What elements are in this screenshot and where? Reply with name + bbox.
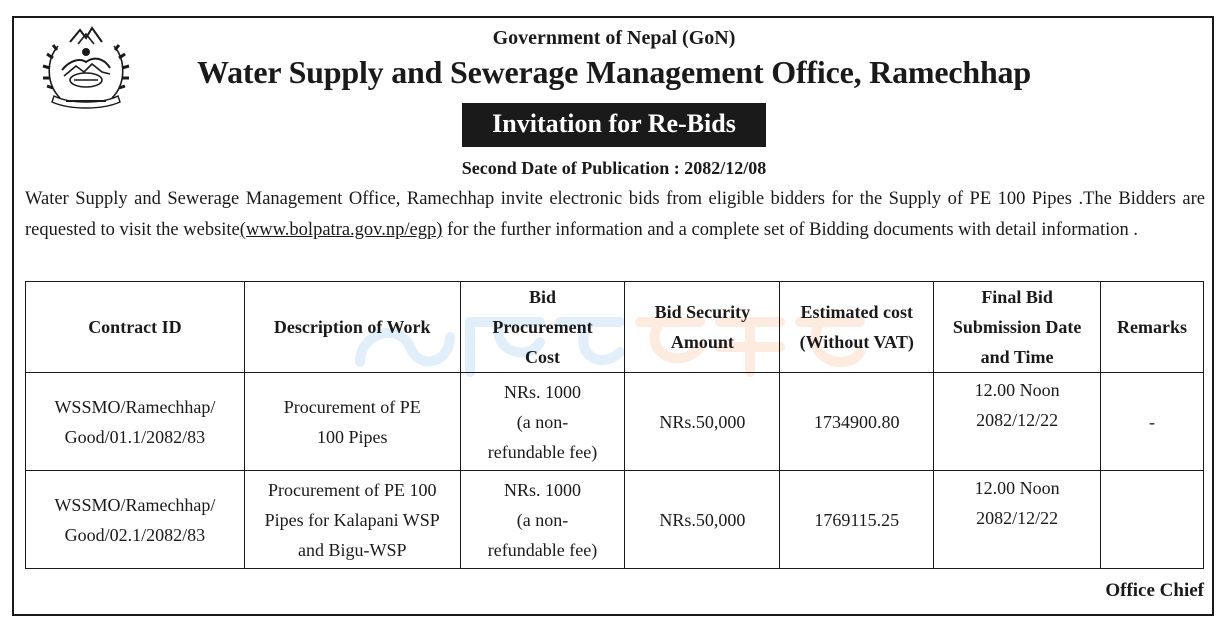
- cell-contract-id: WSSMO/Ramechhap/ Good/02.1/2082/83: [26, 471, 245, 569]
- body-text-intro: Water Supply and Sewerage Management Office, Ramechhap invite electronic bids from eligible bidders for the Supply of PE 100 Pipes .The Bidders are requested to visit the website: [25, 189, 1205, 240]
- cell-contract-id: WSSMO/Ramechhap/ Good/01.1/2082/83: [26, 373, 245, 471]
- cell-submission: 12.00 Noon 2082/12/22: [934, 373, 1101, 471]
- cell-remarks: [1101, 471, 1204, 569]
- table-row: [26, 373, 1204, 471]
- cell-description: Procurement of PE 100 Pipes for Kalapani WSP and Bigu-WSP: [244, 471, 460, 569]
- header-remarks: Remarks: [1101, 282, 1204, 373]
- cell-procurement-cost: NRs. 1000 (a non- refundable fee): [460, 471, 625, 569]
- publication-date: Second Date of Publication : 2082/12/08: [461, 158, 767, 178]
- notice-body: [25, 184, 1205, 246]
- header-description: Description of Work: [244, 282, 460, 373]
- cell-bid-security: NRs.50,000: [625, 373, 780, 471]
- header-procurement-cost: Bid Procurement Cost: [460, 282, 625, 373]
- cell-estimated-cost: 1769115.25: [780, 471, 934, 569]
- table-row: [26, 471, 1204, 569]
- header-contract-id: Contract ID: [26, 282, 245, 373]
- office-heading: Water Supply and Sewerage Management Office, Ramechhap: [197, 54, 1031, 90]
- cell-procurement-cost: NRs. 1000 (a non- refundable fee): [460, 373, 625, 471]
- office-chief-signoff: Office Chief: [1105, 580, 1204, 601]
- cell-submission: 12.00 Noon 2082/12/22: [934, 471, 1101, 569]
- cell-description: Procurement of PE 100 Pipes: [244, 373, 460, 471]
- header-bid-security: Bid Security Amount: [625, 282, 780, 373]
- bolpatra-website-link[interactable]: (www.bolpatra.gov.np/egp): [239, 220, 443, 240]
- notice-title: Invitation for Re-Bids: [462, 103, 766, 147]
- header-estimated-cost: Estimated cost (Without VAT): [780, 282, 934, 373]
- header-submission: Final Bid Submission Date and Time: [934, 282, 1101, 373]
- table-header-row: [26, 282, 1204, 373]
- body-text-outro: for the further information and a complete set of Bidding documents with detail information .: [442, 220, 1138, 240]
- cell-bid-security: NRs.50,000: [625, 471, 780, 569]
- notice-title-wrap: [0, 103, 1228, 147]
- government-heading: Government of Nepal (GoN): [492, 27, 736, 49]
- cell-estimated-cost: 1734900.80: [780, 373, 934, 471]
- cell-remarks: -: [1101, 373, 1204, 471]
- bid-table: [25, 281, 1204, 569]
